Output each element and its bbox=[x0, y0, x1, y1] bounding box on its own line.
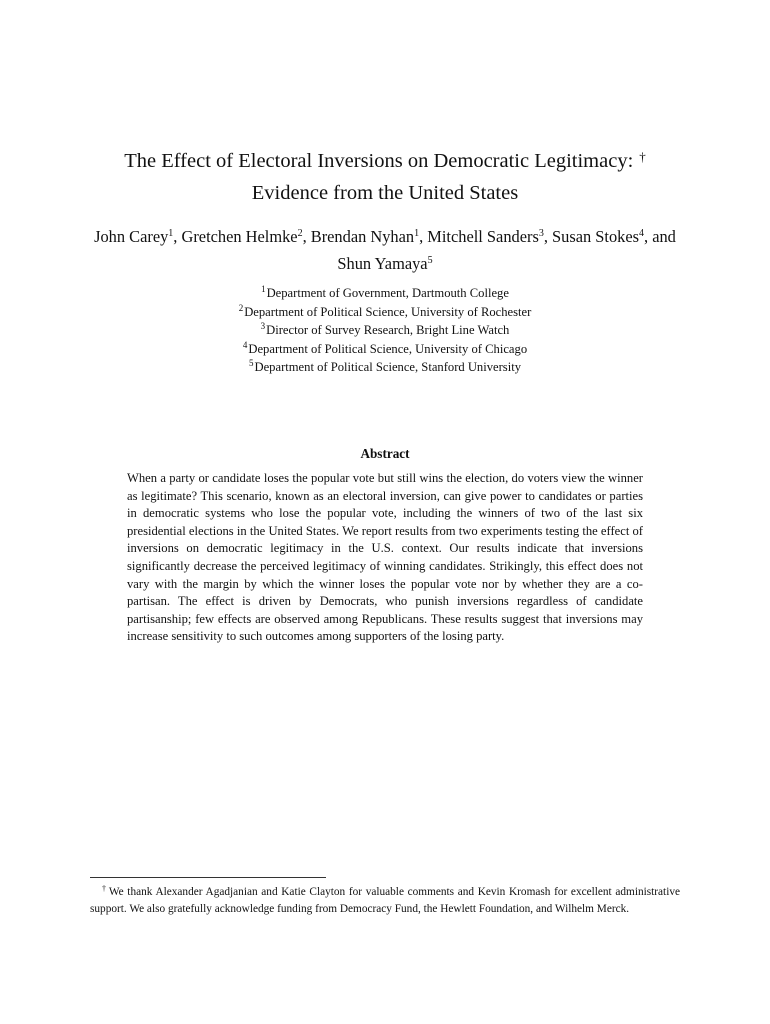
author-name: Mitchell Sanders bbox=[427, 227, 539, 246]
author-list bbox=[90, 225, 680, 279]
affiliation-text: Director of Survey Research, Bright Line Watch bbox=[266, 323, 510, 337]
author-separator: , bbox=[173, 227, 182, 246]
affiliation-mark: 4 bbox=[242, 339, 248, 350]
affiliation bbox=[100, 304, 670, 323]
footnote-text: We thank Alexander Agadjanian and Katie Clayton for valuable comments and Kevin Kromash for excellent administrative support. We also gratefully acknowledge funding from Democracy Fund, the Hewlett Foundation, and Wilhelm Merck. bbox=[90, 886, 680, 915]
affiliation bbox=[100, 359, 670, 378]
author bbox=[552, 227, 644, 246]
author-name: Shun Yamaya bbox=[337, 254, 428, 273]
author-name: John Carey bbox=[94, 227, 169, 246]
footnote bbox=[90, 884, 680, 918]
author-name: Brendan Nyhan bbox=[310, 227, 415, 246]
affiliation-list bbox=[100, 285, 670, 378]
author-affil-mark: 5 bbox=[427, 255, 433, 266]
author bbox=[311, 227, 419, 246]
affiliation bbox=[100, 322, 670, 341]
title-dagger: † bbox=[639, 149, 646, 164]
author-affil-mark: 2 bbox=[297, 228, 303, 239]
author-separator: , bbox=[419, 227, 428, 246]
affiliation-text: Department of Political Science, Stanford University bbox=[254, 360, 521, 374]
author-affil-mark: 3 bbox=[538, 228, 544, 239]
author-affil-mark: 4 bbox=[639, 228, 645, 239]
author-name: Susan Stokes bbox=[552, 227, 640, 246]
title-line-1-text: The Effect of Electoral Inversions on Democratic Legitimacy: bbox=[124, 150, 634, 172]
affiliation-text: Department of Government, Dartmouth College bbox=[266, 286, 509, 300]
footnote-rule bbox=[90, 877, 326, 878]
author-name: Gretchen Helmke bbox=[181, 227, 298, 246]
affiliation bbox=[100, 285, 670, 304]
paper-title bbox=[60, 146, 710, 208]
title-line-2: Evidence from the United States bbox=[251, 182, 519, 204]
author-separator: , and bbox=[644, 227, 676, 246]
affiliation-text: Department of Political Science, University of Chicago bbox=[248, 341, 528, 356]
affiliation-text: Department of Political Science, University of Rochester bbox=[244, 304, 532, 319]
abstract-body: When a party or candidate loses the popular vote but still wins the election, do voters view the winner as legitimate? This scenario, known as an electoral inversion, can give power to candidates or parties in democratic systems who lose the popular vote, including the winners of two of the last six presidential elections in the United States. We report results from two experiments testing the effect of inversions on democratic legitimacy in the U.S. context. Our results indicate that inversions significantly decrease the perceived legitimacy of winning candidates. Strikingly, this effect does not vary with the margin by which the winner loses the popular vote nor by whether they are a co-partisan. The effect is driven by Democrats, who punish inversions regardless of candidate partisanship; few effects are observed among Republicans. These results suggest that inversions may increase sensitivity to such outcomes among supporters of the losing party. bbox=[127, 471, 643, 644]
author bbox=[94, 227, 173, 246]
title-line-1 bbox=[60, 146, 710, 178]
affiliation bbox=[100, 341, 670, 360]
author-separator: , bbox=[543, 227, 553, 246]
footnote-mark: † bbox=[102, 884, 107, 893]
affiliation-mark: 1 bbox=[261, 284, 266, 294]
author-affil-mark: 1 bbox=[168, 228, 174, 239]
author bbox=[427, 227, 544, 246]
author-separator: , bbox=[302, 227, 311, 246]
affiliation-mark: 2 bbox=[238, 302, 244, 313]
author bbox=[337, 254, 432, 273]
affiliation-mark: 3 bbox=[260, 321, 266, 331]
author bbox=[182, 227, 303, 246]
author-affil-mark: 1 bbox=[414, 228, 420, 239]
affiliation-mark: 5 bbox=[249, 358, 254, 368]
abstract-heading: Abstract bbox=[360, 446, 410, 461]
